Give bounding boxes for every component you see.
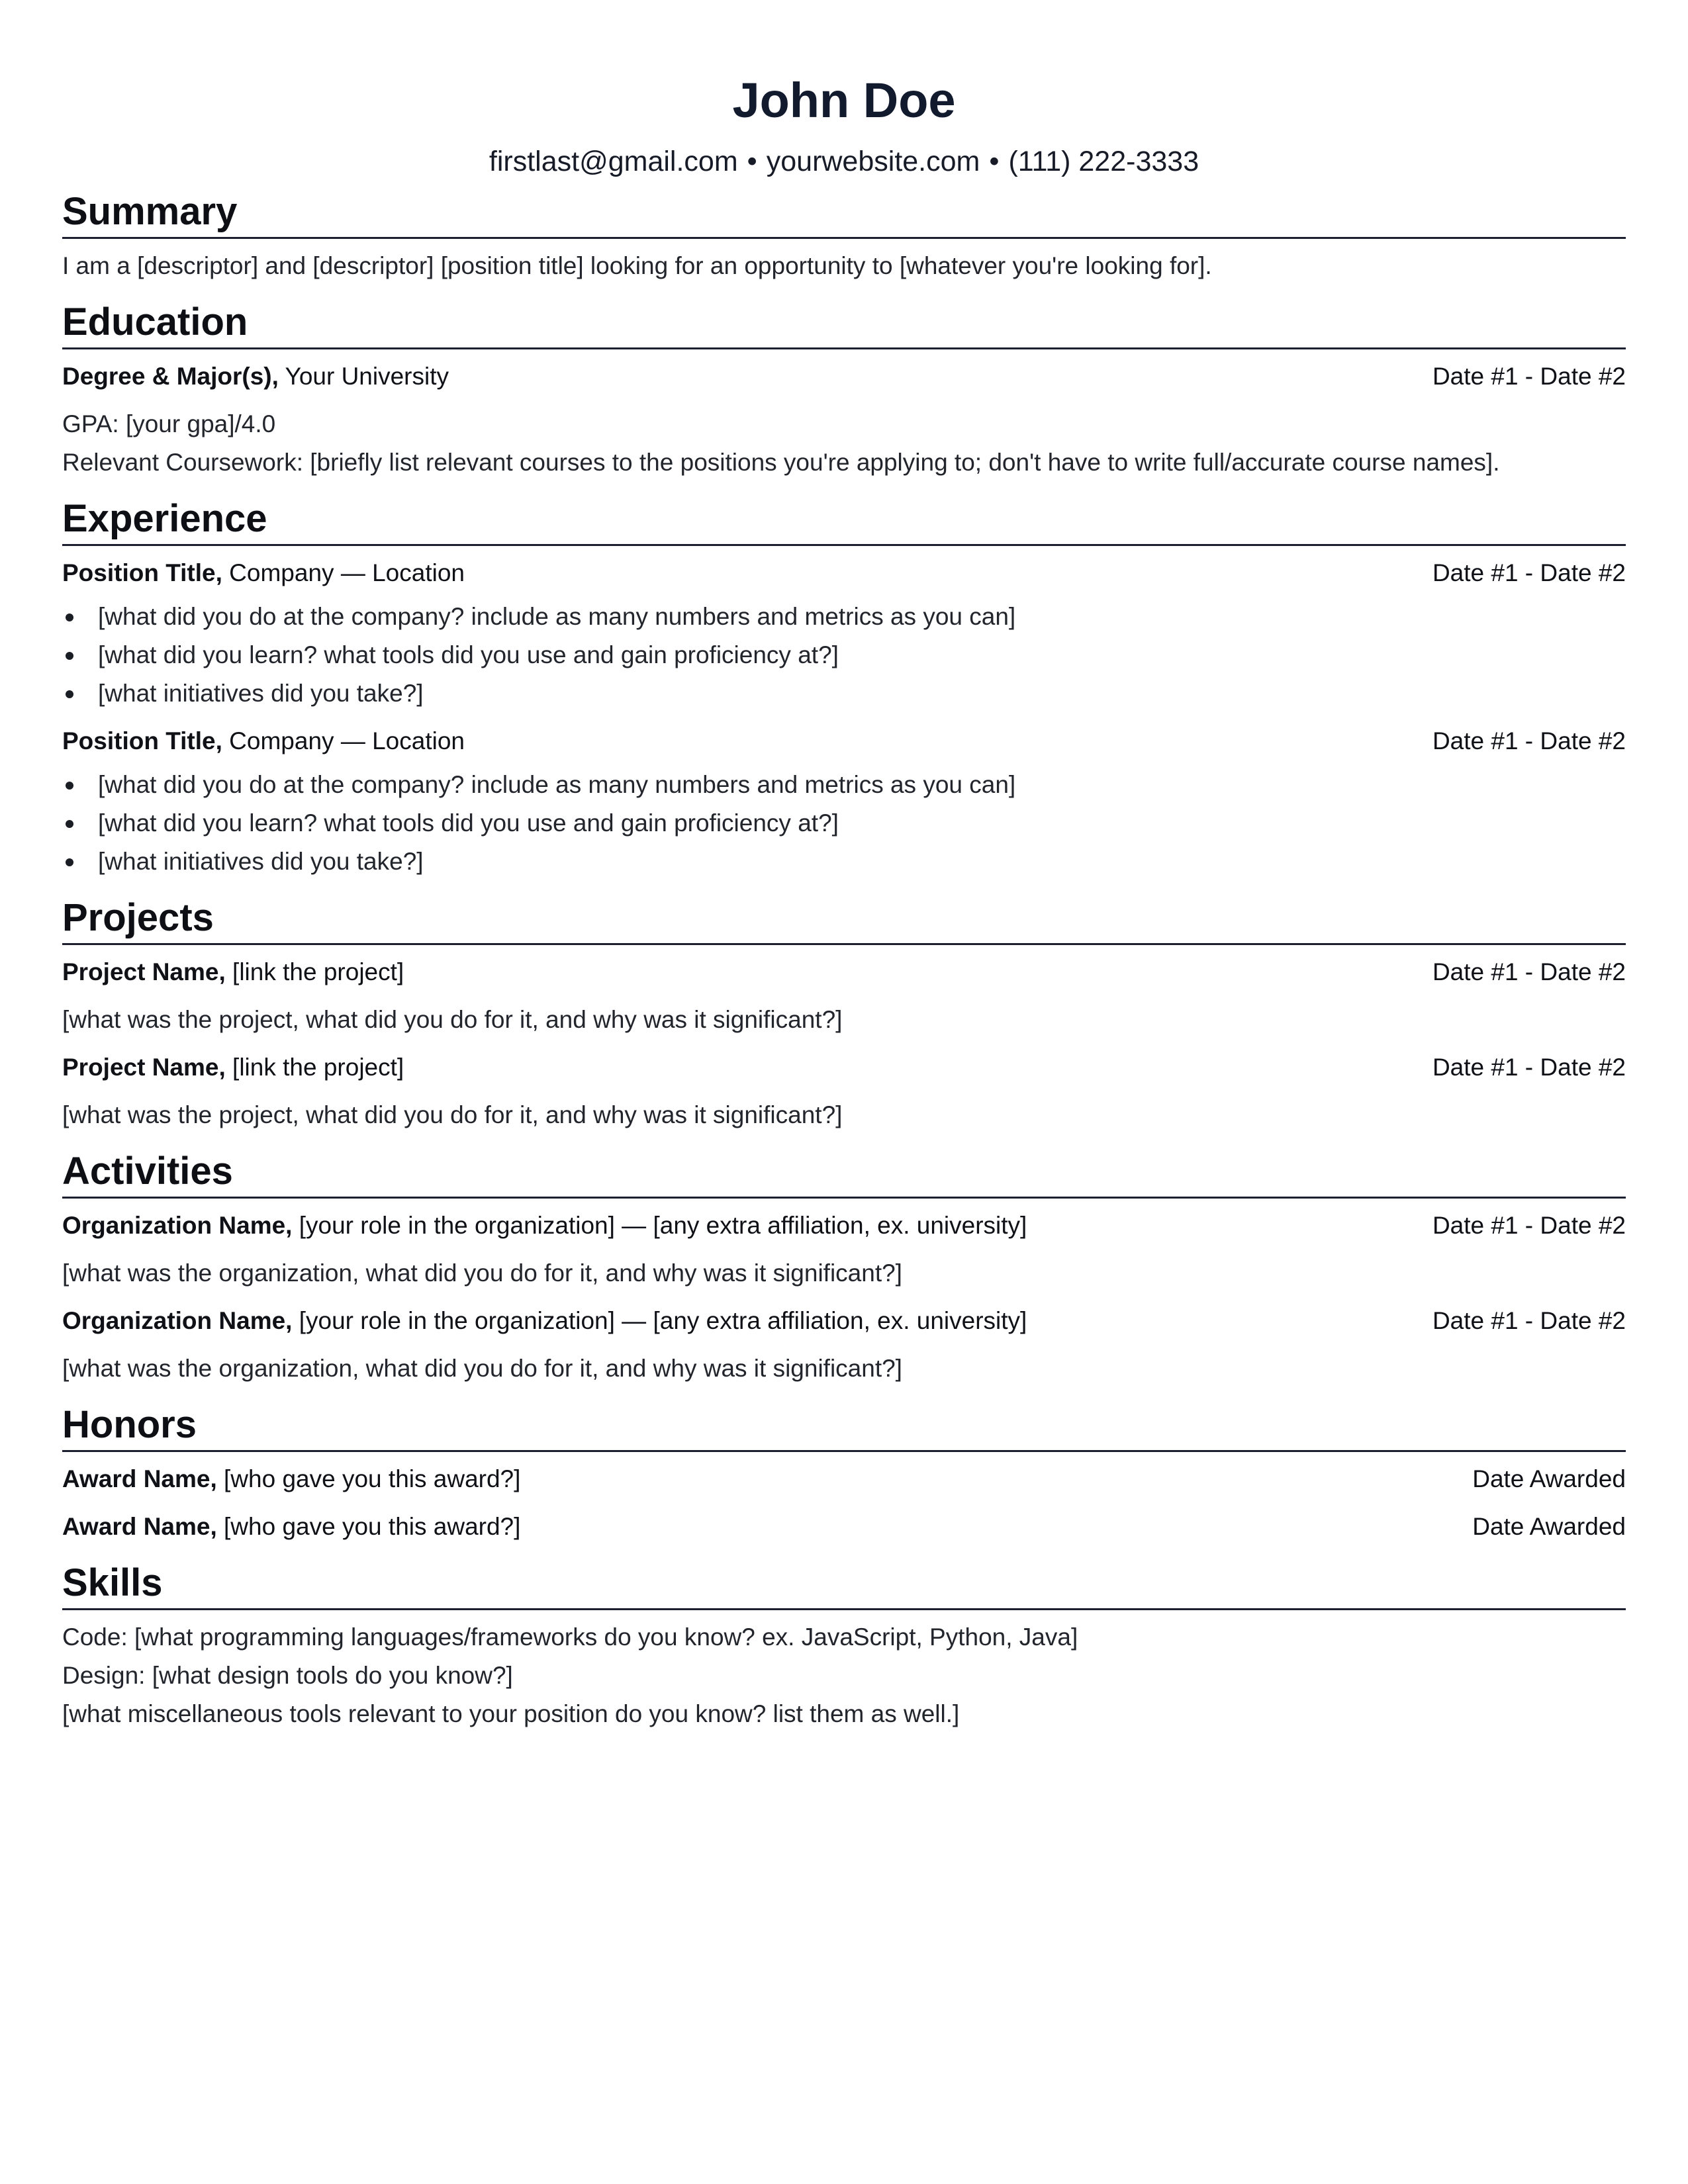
- contact-separator: •: [989, 146, 1000, 177]
- honors-section: [62, 1400, 1626, 1546]
- candidate-name: John Doe: [732, 73, 956, 128]
- gpa-text: GPA: [your gpa]/4.0: [62, 410, 276, 437]
- entry-heading: [62, 1206, 1027, 1245]
- bullet-icon: [66, 652, 73, 660]
- award-giver: [who gave you this award?]: [216, 1513, 521, 1540]
- activity-entry-header: [62, 1206, 1626, 1245]
- education-section: [62, 297, 1626, 482]
- entry-heading: [62, 722, 465, 760]
- entry-dates: Date #1 - Date #2: [1432, 958, 1626, 985]
- contact-separator: •: [747, 146, 757, 177]
- entry-heading: [62, 1460, 520, 1498]
- bullet-icon: [66, 858, 73, 866]
- skills-design: Design: [what design tools do you know?]: [62, 1662, 513, 1689]
- entry-dates: Date #1 - Date #2: [1432, 1054, 1626, 1081]
- list-item: [98, 674, 1626, 713]
- coursework-text: Relevant Coursework: [briefly list relevant courses to the positions you're applying to; don't have to write full/accurate course names].: [62, 449, 1500, 476]
- entry-heading: [62, 554, 465, 592]
- project-description: [what was the project, what did you do for it, and why was it significant?]: [62, 1101, 843, 1128]
- entry-heading: [62, 1508, 520, 1546]
- organization-name: Organization Name,: [62, 1307, 293, 1334]
- bullet-icon: [66, 820, 73, 828]
- project-name: Project Name,: [62, 958, 226, 985]
- award-giver: [who gave you this award?]: [216, 1465, 521, 1492]
- summary-section: [62, 187, 1626, 285]
- entry-heading: [62, 1048, 404, 1087]
- summary-text: I am a [descriptor] and [descriptor] [position title] looking for an opportunity to [whatever you're looking for].: [62, 252, 1212, 279]
- bullet-icon: [66, 614, 73, 621]
- entry-heading: [62, 1302, 1027, 1340]
- entry-heading: [62, 953, 404, 991]
- award-date: Date Awarded: [1472, 1513, 1626, 1540]
- project-description: [what was the project, what did you do for it, and why was it significant?]: [62, 1006, 843, 1033]
- project-link[interactable]: [link the project]: [225, 1054, 404, 1081]
- bullet-icon: [66, 690, 73, 698]
- degree-label: Degree & Major(s),: [62, 363, 279, 390]
- entry-heading: [62, 357, 449, 396]
- contact-line: [62, 142, 1626, 181]
- entry-dates: Date #1 - Date #2: [1432, 1307, 1626, 1334]
- resume-header: [62, 64, 1626, 181]
- section-title: Honors: [62, 1403, 197, 1446]
- job-entry-header: [62, 722, 1626, 760]
- section-title: Experience: [62, 497, 267, 540]
- list-item: [98, 804, 1626, 842]
- section-title: Summary: [62, 190, 238, 233]
- organization-role: [your role in the organization] — [any extra affiliation, ex. university]: [292, 1307, 1027, 1334]
- bullet-text: [what did you do at the company? include as many numbers and metrics as you can]: [98, 603, 1016, 630]
- list-item: [98, 598, 1626, 636]
- activities-section: [62, 1146, 1626, 1388]
- job-entry: [62, 554, 1626, 713]
- email-link[interactable]: firstlast@gmail.com: [489, 146, 738, 177]
- section-divider: [62, 1197, 1626, 1199]
- website-link[interactable]: yourwebsite.com: [766, 146, 980, 177]
- job-entry: [62, 722, 1626, 881]
- resume-page: [62, 64, 1626, 1733]
- section-title: Skills: [62, 1561, 163, 1604]
- bullet-text: [what did you do at the company? include as many numbers and metrics as you can]: [98, 771, 1016, 798]
- phone-number: (111) 222-3333: [1008, 146, 1199, 177]
- award-name: Award Name,: [62, 1513, 217, 1540]
- skills-section: [62, 1558, 1626, 1733]
- skills-misc: [what miscellaneous tools relevant to your position do you know? list them as well.]: [62, 1700, 960, 1727]
- job-bullets: [62, 598, 1626, 713]
- section-title: Education: [62, 300, 248, 343]
- project-entry-header: [62, 1048, 1626, 1087]
- bullet-icon: [66, 782, 73, 790]
- section-divider: [62, 237, 1626, 239]
- honor-entry: [62, 1460, 1626, 1498]
- award-date: Date Awarded: [1472, 1465, 1626, 1492]
- activity-entry-header: [62, 1302, 1626, 1340]
- project-name: Project Name,: [62, 1054, 226, 1081]
- school-name: Your University: [278, 363, 449, 390]
- organization-role: [your role in the organization] — [any extra affiliation, ex. university]: [292, 1212, 1027, 1239]
- company-location: Company — Location: [222, 559, 465, 586]
- section-divider: [62, 1450, 1626, 1452]
- bullet-text: [what did you learn? what tools did you use and gain proficiency at?]: [98, 809, 839, 837]
- award-name: Award Name,: [62, 1465, 217, 1492]
- section-divider: [62, 544, 1626, 546]
- bullet-text: [what initiatives did you take?]: [98, 680, 424, 707]
- experience-section: [62, 494, 1626, 881]
- section-title: Activities: [62, 1150, 233, 1193]
- entry-dates: Date #1 - Date #2: [1432, 1212, 1626, 1239]
- section-title: Projects: [62, 896, 214, 939]
- job-bullets: [62, 766, 1626, 881]
- organization-name: Organization Name,: [62, 1212, 293, 1239]
- position-title: Position Title,: [62, 727, 222, 754]
- section-divider: [62, 943, 1626, 945]
- projects-section: [62, 893, 1626, 1134]
- list-item: [98, 842, 1626, 881]
- job-entry-header: [62, 554, 1626, 592]
- bullet-text: [what did you learn? what tools did you use and gain proficiency at?]: [98, 641, 839, 668]
- project-entry-header: [62, 953, 1626, 991]
- skills-code: Code: [what programming languages/frameworks do you know? ex. JavaScript, Python, Java]: [62, 1623, 1078, 1651]
- list-item: [98, 636, 1626, 674]
- section-divider: [62, 1608, 1626, 1610]
- bullet-text: [what initiatives did you take?]: [98, 848, 424, 875]
- section-divider: [62, 347, 1626, 349]
- activity-description: [what was the organization, what did you do for it, and why was it significant?]: [62, 1259, 902, 1287]
- company-location: Company — Location: [222, 727, 465, 754]
- entry-dates: Date #1 - Date #2: [1432, 727, 1626, 754]
- entry-dates: Date #1 - Date #2: [1432, 363, 1626, 390]
- position-title: Position Title,: [62, 559, 222, 586]
- list-item: [98, 766, 1626, 804]
- activity-description: [what was the organization, what did you do for it, and why was it significant?]: [62, 1355, 902, 1382]
- project-link[interactable]: [link the project]: [225, 958, 404, 985]
- entry-dates: Date #1 - Date #2: [1432, 559, 1626, 586]
- honor-entry: [62, 1508, 1626, 1546]
- education-entry-header: [62, 357, 1626, 396]
